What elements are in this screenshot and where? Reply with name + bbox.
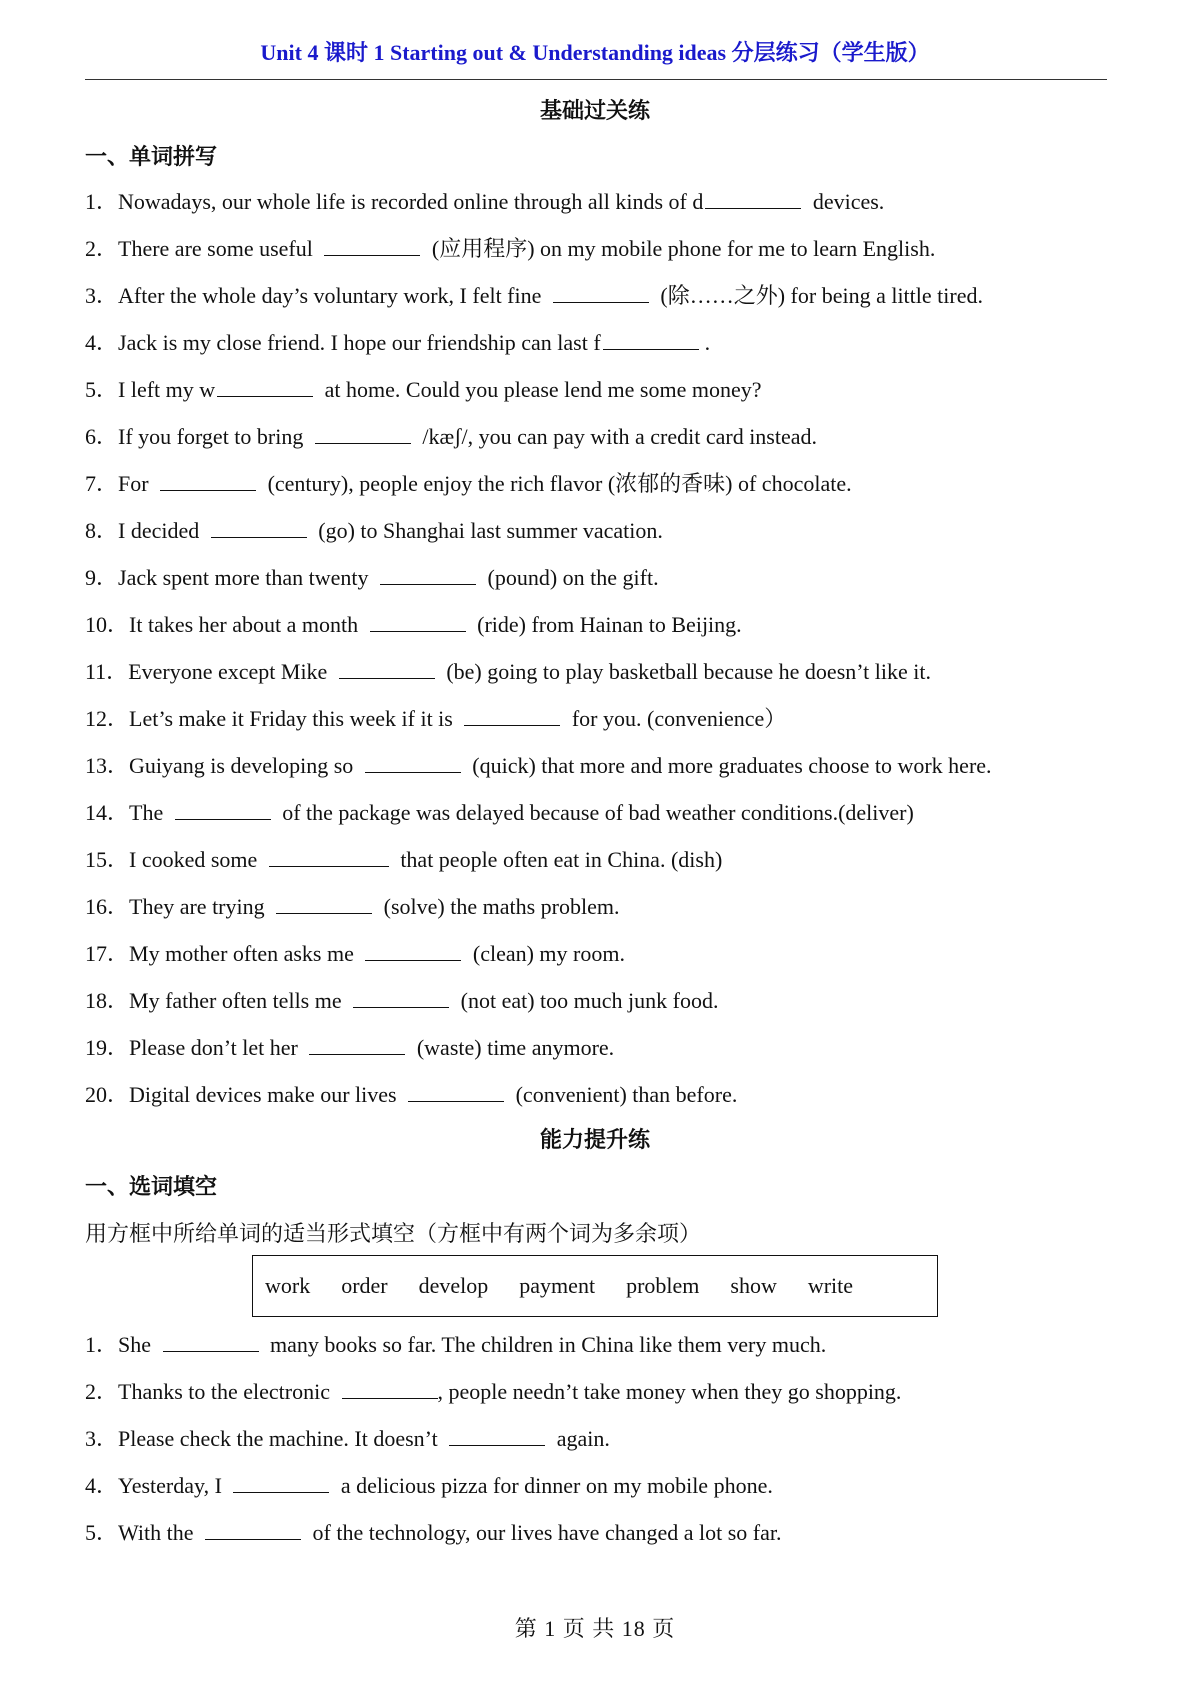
question-text-post: (convenient) than before. [510,1082,738,1107]
answer-blank[interactable] [217,376,313,397]
question-item [85,611,742,638]
answer-blank[interactable] [205,1519,301,1540]
answer-blank[interactable] [309,1034,405,1055]
question-number: 3． [85,283,119,308]
question-text-pre: Yesterday, I [118,1473,228,1498]
question-text-pre: Nowadays, our whole life is recorded online through all kinds of d [118,189,704,214]
question-text-post: (solve) the maths problem. [378,894,620,919]
question-number: 19． [85,1035,130,1060]
question-number: 4． [85,1473,119,1498]
question-text-post: for you. (convenience） [566,706,787,731]
question-text-pre: I decided [118,518,205,543]
question-text-pre: With the [118,1520,200,1545]
answer-blank[interactable] [353,987,449,1008]
question-item [85,1472,773,1499]
answer-blank[interactable] [175,799,271,820]
answer-blank[interactable] [449,1425,545,1446]
answer-blank[interactable] [370,611,466,632]
question-text-post: again. [551,1426,610,1451]
answer-blank[interactable] [705,188,801,209]
question-number: 20． [85,1082,130,1107]
question-text-post: (quick) that more and more graduates choose to work here. [466,753,992,778]
part-title-spelling: 一、单词拼写 [85,144,218,169]
question-text-post: (pound) on the gift. [482,565,659,590]
question-number: 1． [85,1332,119,1357]
question-item [85,893,619,920]
word-bank-item: order [341,1273,388,1298]
question-text-post: that people often eat in China. (dish) [394,847,723,872]
word-bank-item: write [807,1273,854,1298]
header-title: Unit 4 课时 1 Starting out & Understanding ideas 分层练习（学生版） [260,40,930,65]
question-text-pre: There are some useful [118,236,319,261]
question-number: 8． [85,518,119,543]
question-number: 2． [85,236,119,261]
question-item [85,282,983,309]
question-text-pre: Digital devices make our lives [129,1082,403,1107]
question-item [85,1331,826,1358]
question-text-pre: Thanks to the electronic [118,1379,336,1404]
word-bank-box [252,1255,938,1317]
question-number: 17． [85,941,130,966]
question-text-post: (not eat) too much junk food. [455,988,719,1013]
question-text-post: (waste) time anymore. [411,1035,615,1060]
question-number: 2． [85,1379,119,1404]
answer-blank[interactable] [269,846,389,867]
question-text-post: devices. [807,189,885,214]
question-text-post: (应用程序) on my mobile phone for me to learn English. [426,236,936,261]
page-number-footer: 第 1 页 共 18 页 [514,1616,676,1641]
question-item [85,940,625,967]
question-number: 13． [85,753,130,778]
part-title-word-choice: 一、选词填空 [85,1174,218,1199]
section-title-basic: 基础过关练 [539,98,650,123]
word-bank-item: develop [418,1273,489,1298]
question-item [85,658,931,685]
question-text-pre: The [129,800,169,825]
question-text-post: (century), people enjoy the rich flavor (浓郁的香味) of chocolate. [262,471,852,496]
question-text-post: (clean) my room. [467,941,625,966]
question-text-pre: After the whole day’s voluntary work, I felt fine [118,283,547,308]
section-title-advanced: 能力提升练 [539,1127,650,1152]
question-number: 15． [85,847,130,872]
question-text-pre: Jack spent more than twenty [118,565,375,590]
question-number: 10． [85,612,130,637]
question-text-pre: Please don’t let her [129,1035,304,1060]
question-text-pre: She [118,1332,157,1357]
question-number: 6． [85,424,119,449]
question-text-pre: Jack is my close friend. I hope our friendship can last f [118,330,601,355]
word-bank-item: payment [519,1273,596,1298]
question-text-pre: Let’s make it Friday this week if it is [129,706,459,731]
question-number: 1． [85,189,119,214]
question-text-pre: I left my w [118,377,216,402]
question-text-pre: Please check the machine. It doesn’t [118,1426,444,1451]
answer-blank[interactable] [408,1081,504,1102]
question-text-post: /kæʃ/, you can pay with a credit card instead. [416,424,818,449]
answer-blank[interactable] [324,235,420,256]
answer-blank[interactable] [276,893,372,914]
question-text-post: . [704,330,711,355]
question-text-pre: My father often tells me [129,988,348,1013]
question-item [85,1081,737,1108]
word-bank-item: show [730,1273,777,1298]
answer-blank[interactable] [365,940,461,961]
answer-blank[interactable] [380,564,476,585]
question-number: 18． [85,988,130,1013]
question-text-pre: My mother often asks me [129,941,360,966]
word-bank-item: problem [626,1273,700,1298]
question-number: 11． [85,659,129,684]
question-text-post: a delicious pizza for dinner on my mobile phone. [335,1473,773,1498]
question-text-pre: I cooked some [129,847,263,872]
question-number: 3． [85,1426,119,1451]
question-text-post: at home. Could you please lend me some money? [319,377,762,402]
answer-blank[interactable] [553,282,649,303]
question-text-pre: For [118,471,155,496]
question-number: 12． [85,706,130,731]
instruction-text: 用方框中所给单词的适当形式填空（方框中有两个词为多余项） [85,1221,702,1246]
question-item [85,1378,901,1405]
question-item [85,188,884,215]
question-item [85,1034,614,1061]
question-item [85,1425,610,1452]
answer-blank[interactable] [233,1472,329,1493]
answer-blank[interactable] [464,705,560,726]
question-item [85,799,914,826]
question-item [85,329,710,356]
question-text-pre: It takes her about a month [129,612,364,637]
answer-blank[interactable] [603,329,699,350]
answer-blank[interactable] [365,752,461,773]
question-number: 7． [85,471,119,496]
question-item [85,376,762,403]
answer-blank[interactable] [163,1331,259,1352]
question-item [85,517,663,544]
question-number: 4． [85,330,119,355]
question-item [85,423,817,450]
question-text-pre: They are trying [129,894,271,919]
question-text-post: (be) going to play basketball because he doesn’t like it. [440,659,932,684]
word-bank-item: work [265,1273,311,1298]
question-item [85,846,722,873]
answer-blank[interactable] [211,517,307,538]
answer-blank[interactable] [342,1378,438,1399]
answer-blank[interactable] [315,423,411,444]
answer-blank[interactable] [160,470,256,491]
question-text-post: of the technology, our lives have changed a lot so far. [307,1520,782,1545]
question-item [85,1519,782,1546]
question-number: 16． [85,894,130,919]
question-item [85,705,786,732]
question-text-pre: Everyone except Mike [128,659,333,684]
question-text-post: many books so far. The children in China like them very much. [264,1332,827,1357]
question-number: 5． [85,377,119,402]
question-text-pre: Guiyang is developing so [129,753,359,778]
question-text-post: (ride) from Hainan to Beijing. [471,612,742,637]
question-item [85,752,992,779]
question-text-post: (除……之外) for being a little tired. [654,283,983,308]
answer-blank[interactable] [339,658,435,679]
header-divider [85,79,1107,80]
question-item [85,564,659,591]
question-item [85,470,852,497]
question-number: 14． [85,800,130,825]
question-text-post: of the package was delayed because of bad weather conditions.(deliver) [276,800,914,825]
question-number: 9． [85,565,119,590]
question-item [85,235,935,262]
question-item [85,987,718,1014]
question-text-pre: If you forget to bring [118,424,309,449]
question-text-post: , people needn’t take money when they go shopping. [437,1379,902,1404]
question-text-post: (go) to Shanghai last summer vacation. [312,518,663,543]
question-number: 5． [85,1520,119,1545]
